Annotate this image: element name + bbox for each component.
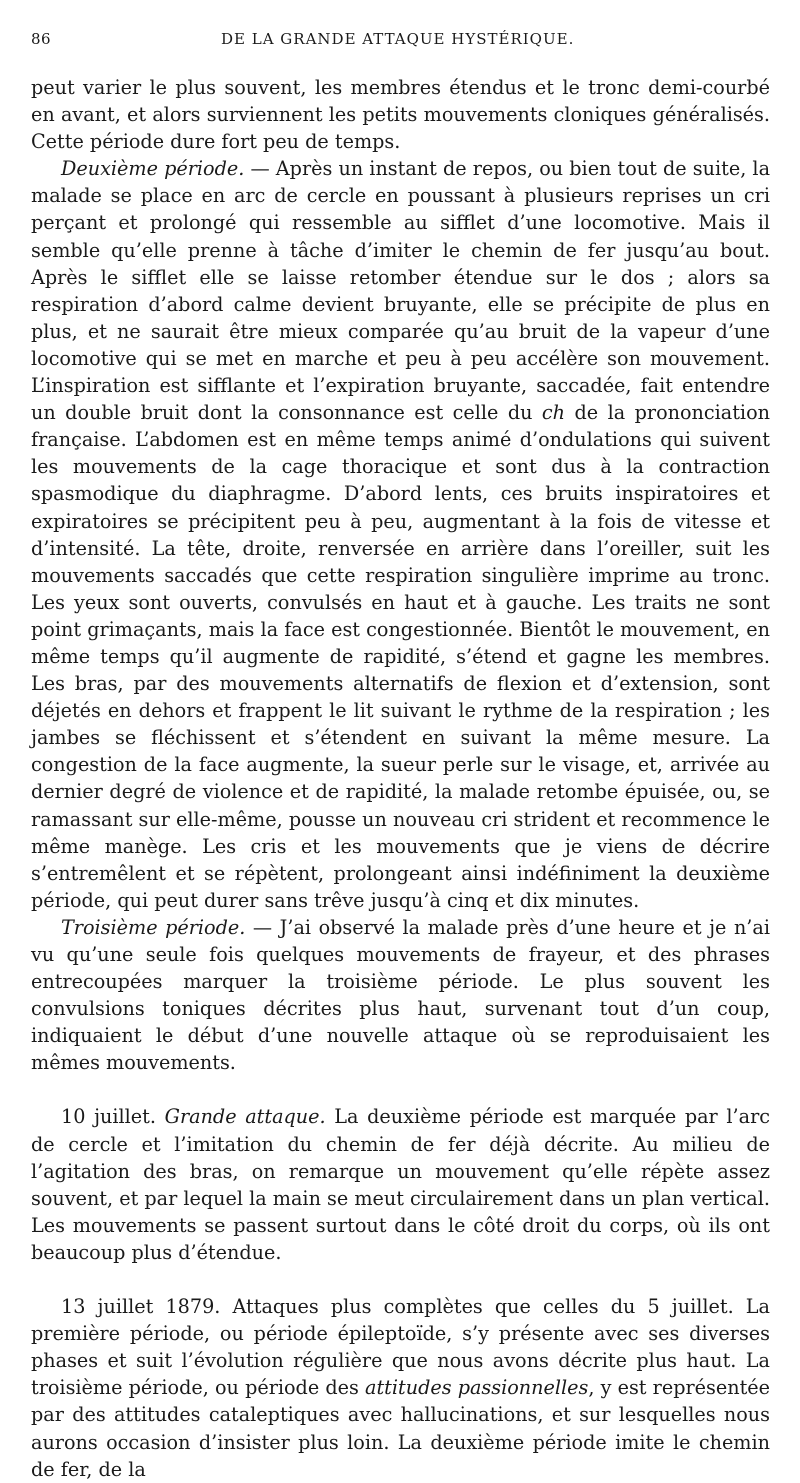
paragraph-13-juillet [31, 1293, 770, 1483]
paragraph-text: 13 juillet 1879. Attaques plus complètes que celles du 5 juillet. La première période, ou période épileptoïde, s’y présente avec ses diverses phases et suit l’évolution régulière que nous avons décrite plus haut. La troisième période, ou période des [31, 1295, 770, 1400]
paragraph-text-continued: de la prononciation française. L’abdomen est en même temps animé d’ondulations qui suivent les mouvements de la cage thoracique et sont dus à la contraction spasmodique du diaphragme. D’abord lents, ces bruits inspiratoires et expiratoires se précipitent peu à peu, augmentant à la fois de vitesse et d’intensité. La tête, droite, renversée en arrière dans l’oreiller, suit les mouvements saccadés que cette respiration singulière imprime au tronc. Les yeux sont ouverts, convulsés en haut et à gauche. Les traits ne sont point grimaçants, mais la face est congestionnée. Bientôt le mouvement, en même temps qu’il augmente de rapidité, s’étend et gagne les membres. Les bras, par des mouvements alternatifs de flexion et d’extension, sont déjetés en dehors et frappent le lit suivant le rythme de la respiration ; les jambes se fléchissent et s’étendent en suivant la même mesure. La congestion de la face augmente, la sueur perle sur le visage, et, arrivée au dernier degré de violence et de rapidité, la malade retombe épuisée, ou, se ramassant sur elle-même, pousse un nouveau cri strident et recommence le même manège. Les cris et les mouvements que je viens de décrire s’entremêlent et se répètent, prolongeant ainsi indéfiniment la deuxième période, qui peut durer sans trêve jusqu’à cinq et dix minutes. [31, 401, 770, 912]
italic-term: attitudes passionnelles [365, 1376, 589, 1400]
entry-date: 10 juillet. [61, 1105, 165, 1129]
body-text [31, 74, 770, 1483]
paragraph-troisieme-periode [31, 914, 770, 1077]
paragraph-continuation [31, 74, 770, 155]
page-header [31, 30, 770, 74]
section-lead: Deuxième période. [61, 157, 245, 181]
italic-term: ch [541, 401, 566, 425]
running-head: DE LA GRANDE ATTAQUE HYSTÉRIQUE. [221, 30, 575, 48]
paragraph-10-juillet [31, 1103, 770, 1266]
paragraph-text: — Après un instant de repos, ou bien tout de suite, la malade se place en arc de cercle en poussant à plusieurs reprises un cri perçant et prolongé qui ressemble au sifflet d’une locomotive. Mais il semble qu’elle prenne à tâche d’imiter le chemin de fer jusqu’au bout. Après le sifflet elle se laisse retomber étendue sur le dos ; alors sa respiration d’abord calme devient bruyante, elle se précipite de plus en plus, et ne saurait être mieux comparée qu’au bruit de la vapeur d’une locomotive qui se met en marche et peu à peu accélère son mouvement. L’inspiration est sifflante et l’expiration bruyante, saccadée, fait entendre un double bruit dont la consonnance est celle du [31, 157, 771, 425]
paragraph-text: peut varier le plus souvent, les membres étendus et le tronc demi-courbé en avant, et alors surviennent les petits mouvements cloniques généralisés. Cette période dure fort peu de temps. [31, 76, 770, 154]
paragraph-text-continued: , y est représentée par des attitudes cataleptiques avec hallucinations, et sur lesquelles nous aurons occasion d’insister plus loin. La deuxième période imite le chemin de fer, de la [31, 1376, 770, 1481]
paragraph-deuxieme-periode [31, 155, 770, 914]
page-number: 86 [31, 30, 52, 48]
section-lead: Grande attaque. [164, 1105, 326, 1129]
paragraph-text: La deuxième période est marquée par l’arc de cercle et l’imitation du chemin de fer déjà décrite. Au milieu de l’agitation des bras, on remarque un mouvement qu’elle répète assez souvent, et par lequel la main se meut circulairement dans un plan vertical. Les mouvements se passent surtout dans le côté droit du corps, où ils ont beaucoup plus d’étendue. [31, 1105, 770, 1264]
paragraph-text: — J’ai observé la malade près d’une heure et je n’ai vu qu’une seule fois quelques mouvements de frayeur, et des phrases entrecoupées marquer la troisième période. Le plus souvent les convulsions toniques décrites plus haut, survenant tout d’un coup, indiquaient le début d’une nouvelle attaque où se reproduisaient les mêmes mouvements. [31, 915, 770, 1075]
section-lead: Troisième période. [61, 915, 246, 939]
